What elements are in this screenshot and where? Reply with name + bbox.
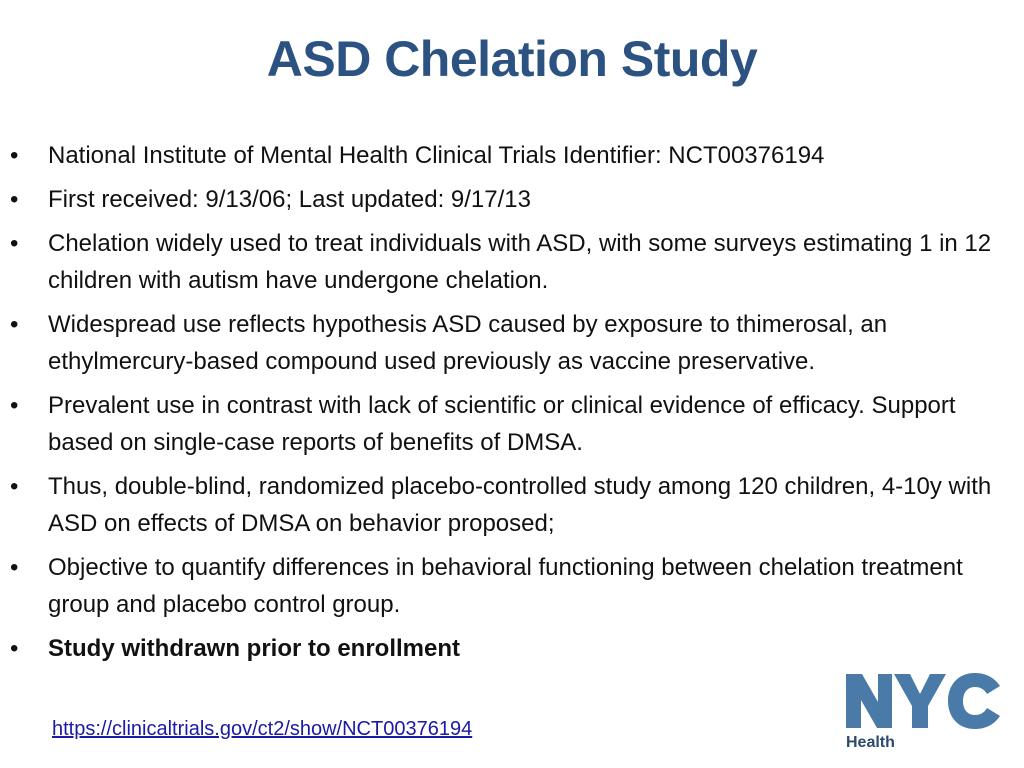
bullet-text: National Institute of Mental Health Clinical Trials Identifier: NCT00376194 — [48, 142, 825, 169]
trial-link[interactable]: https://clinicaltrials.gov/ct2/show/NCT00376194 — [52, 718, 473, 740]
bullet-text: Study withdrawn prior to enrollment — [48, 635, 461, 662]
bullet-dot-icon: • — [10, 230, 19, 257]
bullet-dot-icon: • — [10, 142, 19, 169]
bullet-dot-icon: • — [10, 186, 19, 213]
slide-title: ASD Chelation Study — [266, 31, 758, 87]
bullet-item — [10, 549, 1010, 623]
bullet-text: Prevalent use in contrast with lack of scientific or clinical evidence of efficacy. Support based on single-case reports of benefits of DMSA. — [48, 392, 956, 456]
bullet-dot-icon: • — [10, 392, 19, 419]
nyc-health-logo-icon — [844, 672, 1004, 752]
bullet-item — [10, 225, 1010, 299]
bullet-text: Thus, double-blind, randomized placebo-controlled study among 120 children, 4-10y with ASD on effects of DMSA on behavior proposed; — [48, 473, 992, 537]
bullet-text: First received: 9/13/06; Last updated: 9/17/13 — [48, 186, 531, 213]
bullet-item-emphasis — [10, 630, 1010, 667]
bullet-item — [10, 181, 1010, 218]
bullet-dot-icon: • — [10, 311, 19, 338]
bullet-item — [10, 387, 1010, 461]
bullet-text: Chelation widely used to treat individuals with ASD, with some surveys estimating 1 in 12 children with autism have undergone chelation. — [48, 230, 992, 294]
bullet-dot-icon: • — [10, 635, 19, 662]
bullet-text: Widespread use reflects hypothesis ASD caused by exposure to thimerosal, an ethylmercury-based compound used previously as vaccine preservative. — [48, 311, 888, 375]
bullet-text: Objective to quantify differences in behavioral functioning between chelation treatment group and placebo control group. — [48, 554, 963, 618]
bullet-dot-icon: • — [10, 473, 19, 500]
bullet-item — [10, 137, 1010, 174]
bullet-item — [10, 468, 1010, 542]
bullet-item — [10, 306, 1010, 380]
svg-text:Health: Health — [846, 734, 895, 751]
bullet-list — [10, 137, 1010, 674]
bullet-dot-icon: • — [10, 554, 19, 581]
